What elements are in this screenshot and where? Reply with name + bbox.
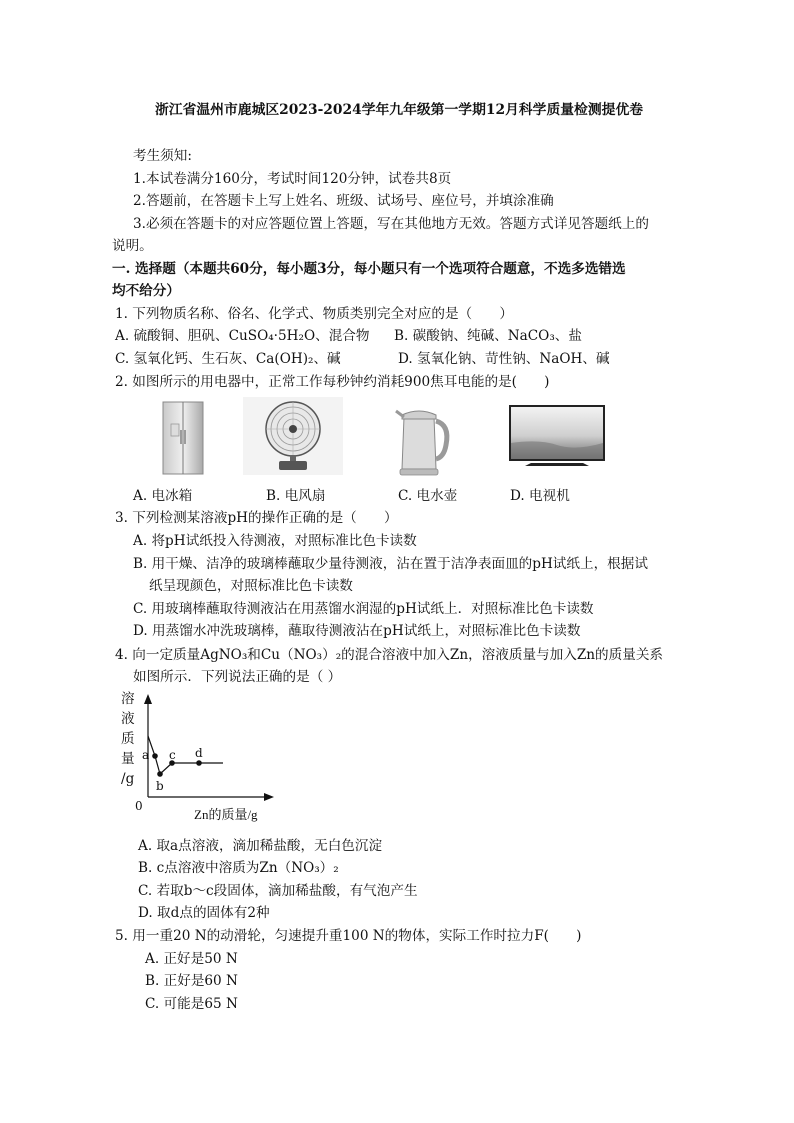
fan-icon (243, 397, 343, 475)
q4-option-b: B. c点溶液中溶质为Zn（NO₃）₂ (138, 860, 339, 876)
q4-stem: 4. 向一定质量AgNO₃和Cu（NO₃）₂的混合溶液中加入Zn，溶液质量与加入Zn的质量关系 (115, 647, 664, 663)
label-c: c (169, 748, 176, 762)
q4-option-d: D. 取d点的固体有2种 (138, 905, 270, 921)
label-a: a (142, 748, 150, 762)
y-label-4: 量 (121, 751, 135, 767)
q3-option-c: C. 用玻璃棒蘸取待测液沾在用蒸馏水润湿的pH试纸上．对照标准比色卡读数 (133, 601, 594, 617)
y-label-2: 液 (121, 711, 135, 727)
q1-stem: 1. 下列物质名称、俗名、化学式、物质类别完全对应的是（ ） (115, 306, 513, 322)
notice-item-3-cont: 说明。 (112, 238, 153, 254)
section-heading: 一. 选择题（本题共60分，每小题3分，每小题只有一个选项符合题意，不选多选错选 (112, 261, 626, 277)
q2-option-a: A. 电冰箱 (133, 488, 193, 504)
q3-option-a: A. 将pH试纸投入待测液，对照标准比色卡读数 (133, 533, 417, 549)
origin-label: 0 (135, 799, 143, 813)
q2-stem: 2. 如图所示的用电器中，正常工作每秒钟约消耗900焦耳电能的是( ) (115, 374, 550, 390)
q2-option-d: D. 电视机 (510, 488, 570, 504)
point-a (152, 753, 158, 759)
label-d: d (195, 746, 203, 760)
q1-option-a: A. 硫酸铜、胆矾、CuSO₄·5H₂O、混合物 (115, 328, 370, 344)
notice-item-1: 1.本试卷满分160分，考试时间120分钟，试卷共8页 (133, 171, 452, 187)
q3-option-b-cont: 纸呈现颜色，对照标准比色卡读数 (149, 578, 353, 594)
q1-option-b: B. 碳酸钠、纯碱、NaCO₃、盐 (394, 328, 582, 344)
y-axis-arrow-icon (144, 694, 152, 704)
notice-item-2: 2.答题前，在答题卡上写上姓名、班级、试场号、座位号，并填涂准确 (133, 193, 554, 209)
q3-option-d: D. 用蒸馏水冲洗玻璃棒，蘸取待测液沾在pH试纸上，对照标准比色卡读数 (133, 623, 581, 639)
q5-stem: 5. 用一重20 N的动滑轮，匀速提升重100 N的物体，实际工作时拉力F( ) (115, 928, 582, 944)
mass-curve (148, 736, 223, 774)
kettle-icon (394, 399, 454, 477)
notice-item-3: 3.必须在答题卡的对应答题位置上答题，写在其他地方无效。答题方式详见答题纸上的 (133, 216, 649, 232)
x-axis-label: Zn的质量/g (194, 807, 258, 822)
fan-picture (243, 397, 343, 475)
q3-stem: 3. 下列检测某溶液pH的操作正确的是（ ） (115, 510, 398, 526)
notice-heading: 考生须知: (133, 148, 192, 164)
q1-option-d: D. 氢氧化钠、苛性钠、NaOH、碱 (398, 351, 610, 367)
q5-option-b: B. 正好是60 N (145, 973, 238, 989)
q4-option-a: A. 取a点溶液，滴加稀盐酸，无白色沉淀 (138, 838, 383, 854)
y-label-5: /g (121, 771, 135, 787)
y-label-3: 质 (121, 731, 135, 747)
point-b (157, 771, 163, 777)
x-axis-arrow-icon (264, 793, 274, 801)
fridge-icon (161, 400, 205, 476)
q5-option-c: C. 可能是65 N (145, 996, 238, 1012)
q2-option-c: C. 电水壶 (398, 488, 458, 504)
q4-graph (115, 690, 285, 824)
q4-option-c: C. 若取b～c段固体，滴加稀盐酸，有气泡产生 (138, 883, 418, 899)
label-b: b (156, 779, 164, 793)
q4-stem-cont: 如图所示．下列说法正确的是（ ） (133, 669, 342, 685)
q5-option-a: A. 正好是50 N (145, 951, 238, 967)
tv-icon (509, 405, 605, 467)
section-heading-cont: 均不给分） (112, 283, 180, 299)
page-title: 浙江省温州市鹿城区2023-2024学年九年级第一学期12月科学质量检测提优卷 (155, 102, 644, 118)
q2-option-b: B. 电风扇 (266, 488, 326, 504)
q3-option-b: B. 用干燥、洁净的玻璃棒蘸取少量待测液，沾在置于洁净表面皿的pH试纸上，根据试 (133, 556, 648, 572)
y-label-1: 溶 (121, 691, 135, 707)
q1-option-c: C. 氢氧化钙、生石灰、Ca(OH)₂、碱 (115, 351, 341, 367)
